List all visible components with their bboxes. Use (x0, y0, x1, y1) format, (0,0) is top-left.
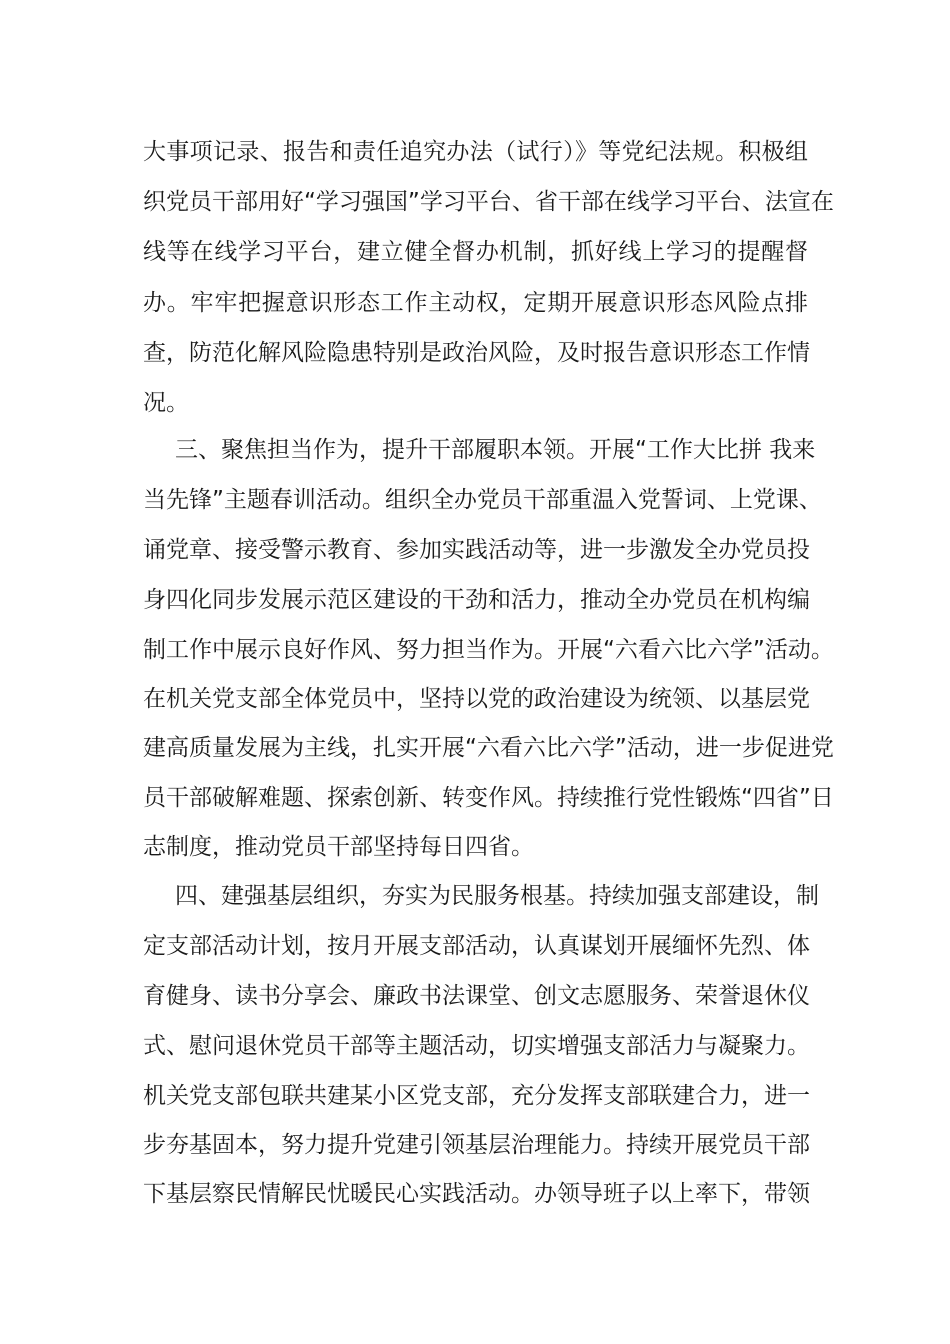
paragraph-2-line-1: 三、聚焦担当作为，提升干部履职本领。开展“工作大比拼 我来 (175, 437, 816, 463)
paragraph-1-line-4: 办。牢牢把握意识形态工作主动权，定期开展意识形态风险点排 (143, 290, 808, 316)
paragraph-2-line-6: 在机关党支部全体党员中，坚持以党的政治建设为统领、以基层党 (143, 686, 810, 712)
paragraph-2-line-5: 制工作中展示良好作风、努力担当作为。开展“六看六比六学”活动。 (143, 637, 834, 663)
paragraph-3-line-1: 四、建强基层组织，夯实为民服务根基。持续加强支部建设，制 (175, 883, 819, 909)
paragraph-3-line-7: 下基层察民情解民忧暖民心实践活动。办领导班子以上率下，带领 (143, 1181, 810, 1207)
paragraph-2-line-9: 志制度，推动党员干部坚持每日四省。 (143, 834, 534, 860)
paragraph-1-line-3: 线等在线学习平台，建立健全督办机制，抓好线上学习的提醒督 (143, 239, 808, 265)
paragraph-2-line-7: 建高质量发展为主线，扎实开展“六看六比六学”活动，进一步促进党 (143, 735, 834, 761)
paragraph-3-line-5: 机关党支部包联共建某小区党支部，充分发挥支部联建合力，进一 (143, 1083, 810, 1109)
paragraph-3-line-3: 育健身、读书分享会、廉政书法课堂、创文志愿服务、荣誉退休仪 (143, 983, 810, 1009)
paragraph-2-line-3: 诵党章、接受警示教育、参加实践活动等，进一步激发全办党员投 (143, 537, 810, 563)
paragraph-1-line-1: 大事项记录、报告和责任追究办法（试行）》等党纪法规。积极组 (143, 139, 808, 165)
paragraph-3-line-6: 步夯基固本，努力提升党建引领基层治理能力。持续开展党员干部 (143, 1132, 810, 1158)
paragraph-3-line-4: 式、慰问退休党员干部等主题活动，切实增强支部活力与凝聚力。 (143, 1033, 810, 1059)
paragraph-3-line-2: 定支部活动计划，按月开展支部活动，认真谋划开展缅怀先烈、体 (143, 933, 810, 959)
paragraph-2-line-8: 员干部破解难题、探索创新、转变作风。持续推行党性锻炼“四省”日 (143, 785, 834, 811)
paragraph-1-line-2: 织党员干部用好“学习强国”学习平台、省干部在线学习平台、法宣在 (143, 189, 834, 215)
paragraph-1-line-6: 况。 (143, 390, 189, 416)
paragraph-2-line-2: 当先锋”主题春训活动。组织全办党员干部重温入党誓词、上党课、 (143, 487, 822, 513)
paragraph-1-line-5: 查，防范化解风险隐患特别是政治风险，及时报告意识形态工作情 (143, 340, 810, 366)
paragraph-2-line-4: 身四化同步发展示范区建设的干劲和活力，推动全办党员在机构编 (143, 587, 810, 613)
